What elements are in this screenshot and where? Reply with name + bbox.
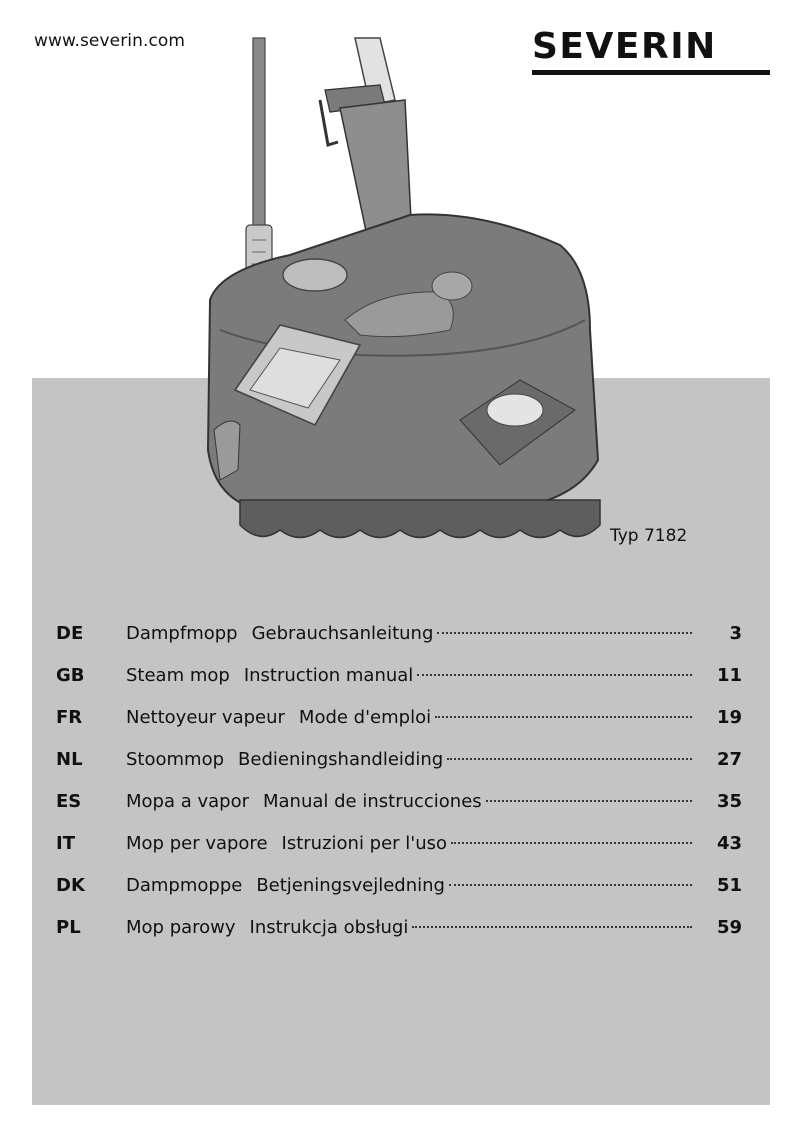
toc-page-number: 3 xyxy=(729,623,742,644)
toc-page-number: 59 xyxy=(716,917,742,938)
brand-logo-text: SEVERIN xyxy=(532,26,717,67)
toc-dot-leader xyxy=(447,758,692,760)
toc-language-code: FR xyxy=(56,707,83,728)
toc-row-gb[interactable] xyxy=(56,662,742,704)
steam-mop-illustration xyxy=(180,30,620,560)
toc-product-name: Mopa a vapor xyxy=(126,791,249,812)
toc-product-name: Dampfmopp xyxy=(126,623,238,644)
toc-manual-title: Mode d'emploi xyxy=(298,707,432,728)
toc-dot-leader xyxy=(451,842,692,844)
toc-language-code: NL xyxy=(56,749,83,770)
toc-manual-title: Betjeningsvejledning xyxy=(256,875,445,896)
toc-page-number: 51 xyxy=(716,875,742,896)
toc-language-code: DE xyxy=(56,623,84,644)
toc-dot-leader xyxy=(417,674,692,676)
toc-row-nl[interactable] xyxy=(56,746,742,788)
toc-page-number: 27 xyxy=(716,749,742,770)
toc-manual-title: Gebrauchsanleitung xyxy=(251,623,434,644)
toc-product-name: Steam mop xyxy=(126,665,230,686)
toc-manual-title: Instrukcja obsługi xyxy=(249,917,409,938)
toc-dot-leader xyxy=(435,716,692,718)
toc-page-number: 43 xyxy=(716,833,742,854)
toc-dot-leader xyxy=(486,800,692,802)
toc-product-name: Dampmoppe xyxy=(126,875,243,896)
toc-row-dk[interactable] xyxy=(56,872,742,914)
toc-manual-title: Bedieningshandleiding xyxy=(238,749,444,770)
toc-row-it[interactable] xyxy=(56,830,742,872)
toc-row-pl[interactable] xyxy=(56,914,742,956)
toc-page-number: 35 xyxy=(716,791,742,812)
toc-product-name: Stoommop xyxy=(126,749,225,770)
toc-language-code: IT xyxy=(56,833,75,854)
toc-manual-title: Instruction manual xyxy=(243,665,414,686)
toc-manual-title: Istruzioni per l'uso xyxy=(281,833,448,854)
toc-language-code: DK xyxy=(56,875,85,896)
toc-page-number: 11 xyxy=(716,665,742,686)
toc-language-code: PL xyxy=(56,917,81,938)
toc-product-name: Mop parowy xyxy=(126,917,236,938)
toc-dot-leader xyxy=(412,926,692,928)
toc-dot-leader xyxy=(437,632,692,634)
toc-manual-title: Manual de instrucciones xyxy=(263,791,482,812)
table-of-contents xyxy=(56,620,742,956)
toc-language-code: ES xyxy=(56,791,82,812)
type-label: Typ 7182 xyxy=(610,526,688,546)
toc-row-es[interactable] xyxy=(56,788,742,830)
toc-product-name: Nettoyeur vapeur xyxy=(126,707,285,728)
toc-product-name: Mop per vapore xyxy=(126,833,268,854)
website-url: www.severin.com xyxy=(34,31,186,51)
toc-dot-leader xyxy=(449,884,692,886)
toc-page-number: 19 xyxy=(716,707,742,728)
toc-row-de[interactable] xyxy=(56,620,742,662)
toc-language-code: GB xyxy=(56,665,85,686)
toc-row-fr[interactable] xyxy=(56,704,742,746)
